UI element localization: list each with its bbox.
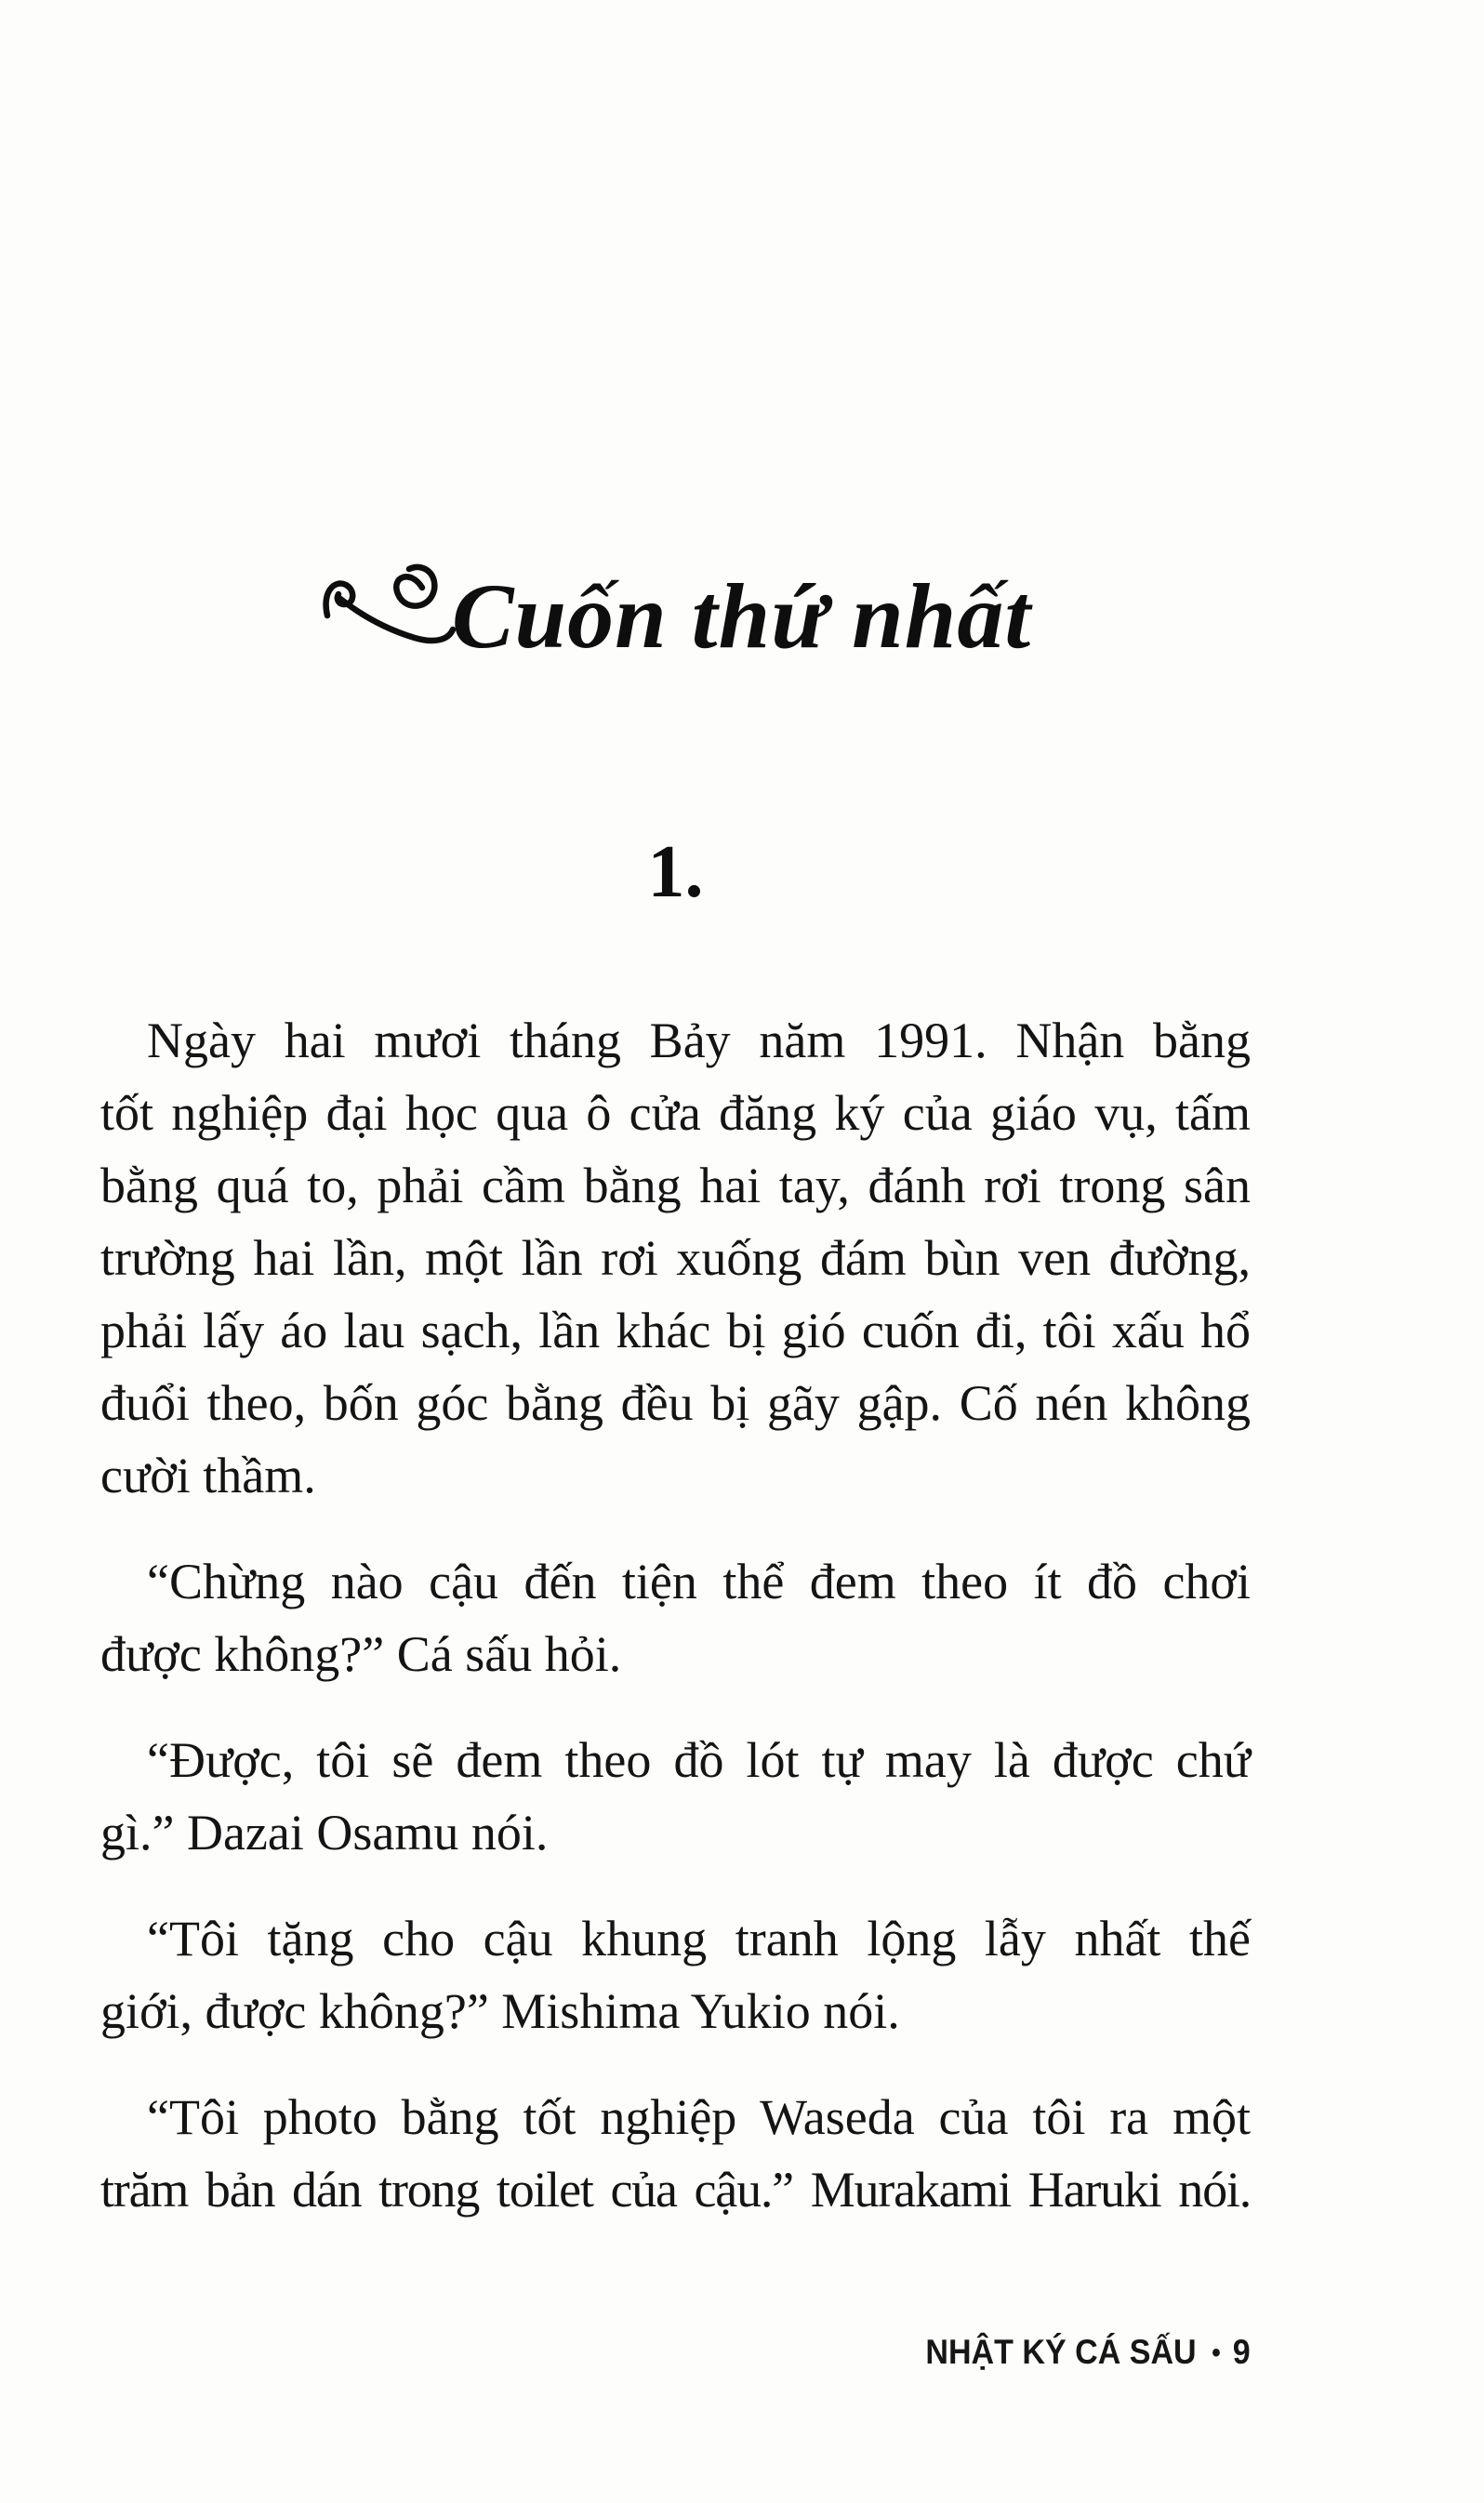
- paragraph-5: [100, 2081, 1251, 2226]
- text-line: được không?” Cá sấu hỏi.: [100, 1626, 622, 1682]
- text-line: trường hai lần, một lần rơi xuống đám bùn ven đường,: [100, 1230, 1251, 1286]
- page-footer: [926, 2332, 1251, 2374]
- footer-separator: •: [1212, 2337, 1222, 2368]
- page-number: 9: [1233, 2333, 1251, 2371]
- text-line: phải lấy áo lau sạch, lần khác bị gió cuốn đi, tôi xấu hổ: [100, 1303, 1251, 1358]
- section-title-text: Cuốn thứ nhất: [451, 564, 1032, 668]
- paragraph-1: [100, 1004, 1251, 1512]
- body-text: [100, 1004, 1251, 2226]
- text-line: bằng quá to, phải cầm bằng hai tay, đánh rơi trong sân: [100, 1158, 1251, 1213]
- running-title: NHẬT KÝ CÁ SẤU: [925, 2333, 1197, 2371]
- section-title: [100, 556, 1251, 677]
- paragraph-2: [100, 1545, 1251, 1690]
- text-line: giới, được không?” Mishima Yukio nói.: [100, 1983, 900, 2039]
- text-line: đuổi theo, bốn góc bằng đều bị gãy gập. Cố nén không: [100, 1375, 1251, 1431]
- text-line: “Tôi tặng cho cậu khung tranh lộng lẫy nhất thế: [147, 1911, 1251, 1967]
- text-block: [100, 0, 1251, 2503]
- chapter-number: 1.: [647, 831, 704, 913]
- flourish-swash-icon: [320, 558, 469, 660]
- text-line: cười thầm.: [100, 1448, 316, 1503]
- text-line: “Chừng nào cậu đến tiện thể đem theo ít đồ chơi: [147, 1554, 1251, 1609]
- text-line: trăm bản dán trong toilet của cậu.” Murakami Haruki nói.: [100, 2162, 1251, 2218]
- text-line: tốt nghiệp đại học qua ô cửa đăng ký của giáo vụ, tấm: [100, 1085, 1251, 1141]
- paragraph-3: [100, 1724, 1251, 1869]
- paragraph-4: [100, 1902, 1251, 2047]
- text-line: “Được, tôi sẽ đem theo đồ lót tự may là được chứ: [147, 1732, 1251, 1788]
- text-line: Ngày hai mươi tháng Bảy năm 1991. Nhận bằng: [147, 1013, 1251, 1068]
- text-line: “Tôi photo bằng tốt nghiệp Waseda của tôi ra một: [147, 2089, 1251, 2145]
- text-line: gì.” Dazai Osamu nói.: [100, 1805, 549, 1861]
